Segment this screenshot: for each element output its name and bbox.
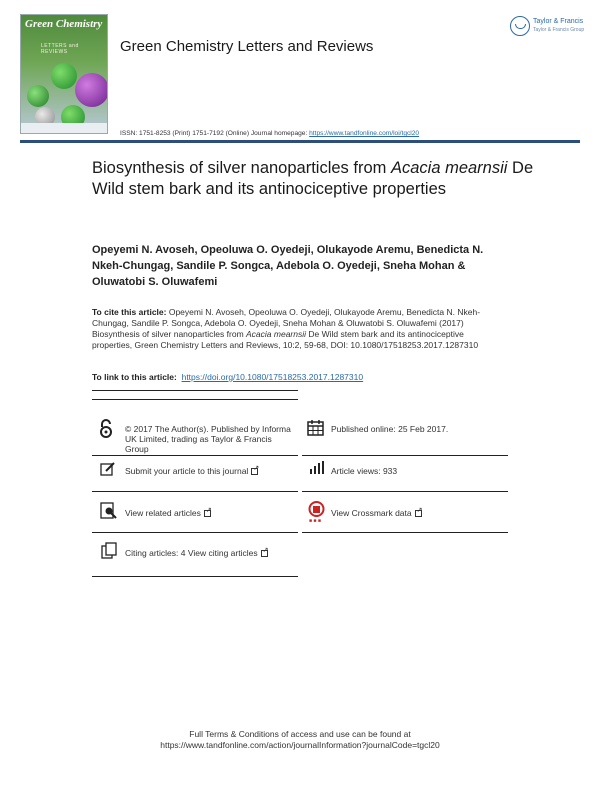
link-label: To link to this article: [92, 372, 177, 382]
divider [302, 455, 508, 456]
publisher-logo[interactable] [510, 16, 586, 38]
divider [302, 491, 508, 492]
published-date: Published online: 25 Feb 2017. [331, 424, 449, 434]
citation-label: To cite this article: [92, 307, 167, 317]
cover-title: Green Chemistry [25, 18, 103, 30]
article-link-line [92, 372, 363, 382]
external-link-icon [251, 468, 258, 475]
cover-footer-band [21, 123, 107, 133]
footer-terms-text: Full Terms & Conditions of access and use can be found at [189, 729, 411, 739]
license-text: © 2017 The Author(s). Published by Informa UK Limited, trading as Taylor & Francis Group [125, 424, 291, 454]
cover-sphere [51, 63, 77, 89]
divider [92, 576, 298, 577]
journal-cover-image [20, 14, 108, 134]
article-views: Article views: 933 [331, 466, 398, 476]
citing-articles-link[interactable]: Citing articles: 4 View citing articles↗ [125, 548, 268, 558]
calendar-icon [307, 419, 324, 436]
divider [92, 455, 298, 456]
cover-sphere [75, 73, 108, 107]
citation-doi[interactable]: 10.1080/17518253.2017.1287310 [350, 340, 479, 350]
cover-sphere [27, 85, 49, 107]
related-articles-link[interactable]: View related articles↗ [125, 508, 211, 518]
related-articles-icon [100, 502, 117, 519]
crossmark-link[interactable]: View Crossmark data↗ [331, 508, 422, 518]
citation-block: To cite this article: Opeyemi N. Avoseh, Opeoluwa O. Oyedeji, Olukayode Aremu, Benedicta N. Nkeh-Chungag, Sandile P. Songca, Adebola O. Oyedeji, Sneha Mohan & Oluwatobi S. Oluwafemi (2017) Biosynthesis of silver nanoparticles from Acacia mearnsii De Wild stem bark and its antinociceptive properties, Green Chemistry Letters and Reviews, 10:2, 59-68, DOI: 10.1080/17518253.2017.1287310 [92, 307, 481, 350]
article-title: Biosynthesis of silver nanoparticles from Acacia mearnsii De Wild stem bark and its antinociceptive properties [92, 159, 534, 198]
edit-icon [100, 461, 116, 477]
journal-title[interactable]: Green Chemistry Letters and Reviews [120, 38, 374, 55]
divider [92, 390, 298, 391]
open-access-icon [99, 419, 113, 439]
external-link-icon [415, 510, 422, 517]
cover-subtitle: LETTERS and REVIEWS [41, 43, 79, 55]
divider [92, 532, 298, 533]
footer [0, 729, 600, 751]
publisher-subname: Taylor & Francis Group [533, 27, 585, 33]
divider [92, 491, 298, 492]
journal-homepage-link[interactable]: https://www.tandfonline.com/loi/tgcl20 [309, 130, 420, 137]
external-link-icon [261, 550, 268, 557]
submit-article-link[interactable]: Submit your article to this journal↗ [125, 466, 258, 476]
footer-terms-link[interactable]: https://www.tandfonline.com/action/journalInformation?journalCode=tgcl20 [160, 740, 440, 750]
crossmark-icon [308, 501, 325, 523]
doi-link[interactable]: https://doi.org/10.1080/17518253.2017.1287310 [181, 372, 364, 382]
divider [92, 399, 298, 400]
issn-text: ISSN: 1751-8253 (Print) 1751-7192 (Online) Journal homepage: [120, 130, 310, 137]
bar-chart-icon [309, 461, 326, 475]
citing-articles-icon [101, 542, 118, 559]
header-rule [20, 140, 580, 143]
article-authors: Opeyemi N. Avoseh, Opeoluwa O. Oyedeji, Olukayode Aremu, Benedicta N. Nkeh-Chungag, Sandile P. Songca, Adebola O. Oyedeji, Sneha Mohan & Oluwatobi S. Oluwafemi [92, 244, 484, 288]
publisher-logo-icon [510, 16, 530, 36]
svg-text:■ ■ ■: ■ ■ ■ [309, 518, 321, 523]
external-link-icon [204, 510, 211, 517]
issn-line [120, 130, 419, 137]
publisher-name: Taylor & Francis [533, 18, 584, 25]
divider [302, 532, 508, 533]
